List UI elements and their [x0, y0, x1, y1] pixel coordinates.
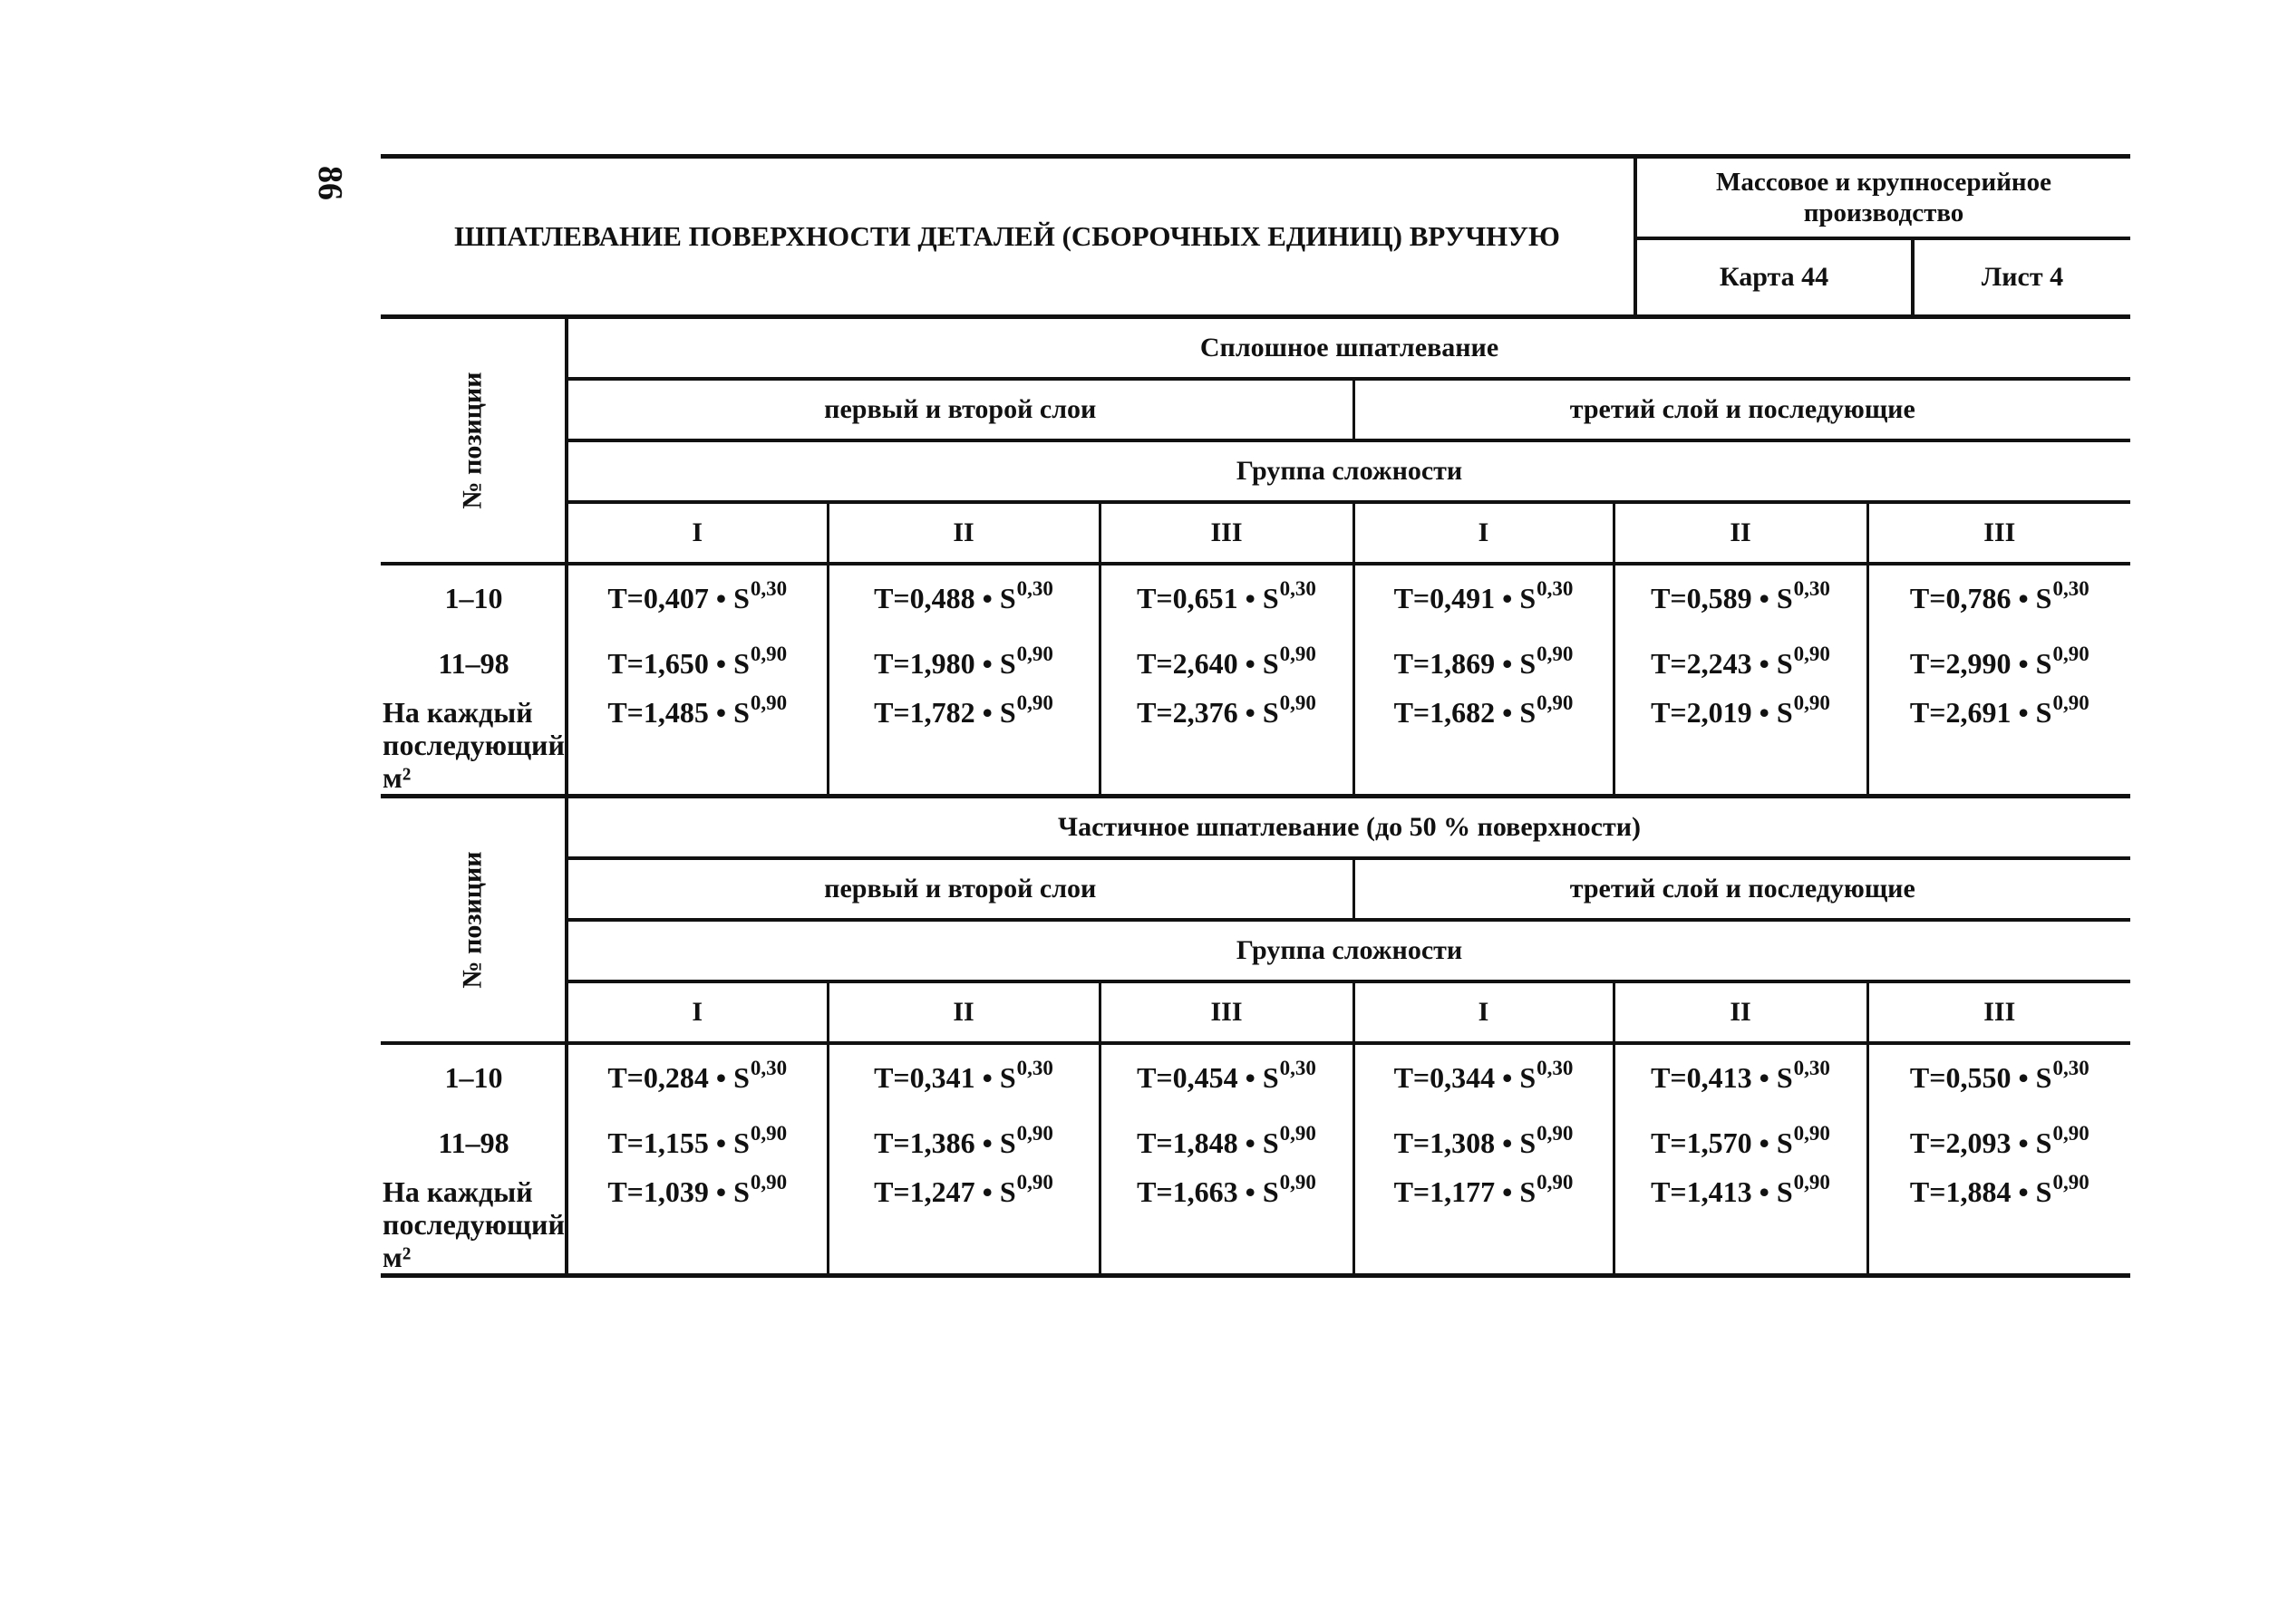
- layer-header: третий слой и последующие: [1353, 379, 2130, 440]
- formula-base: T=2,990 • S: [1909, 646, 2052, 680]
- formula-exponent: 0,90: [1537, 1171, 1574, 1194]
- complexity-grade: III: [1100, 502, 1353, 564]
- production-type: Массовое и крупносерийное производство: [1637, 159, 2130, 240]
- formula-exponent: 0,90: [1279, 1171, 1316, 1194]
- time-norm-formula: [1353, 691, 1614, 797]
- time-norm-formula: [1867, 564, 2130, 631]
- time-norm-formula: [1353, 1171, 1614, 1276]
- formula-base: T=2,093 • S: [1909, 1126, 2052, 1159]
- formula-base: T=2,019 • S: [1651, 696, 1793, 729]
- formula-base: T=1,884 • S: [1909, 1175, 2052, 1208]
- formula-base: T=1,485 • S: [607, 696, 750, 729]
- formula-exponent: 0,90: [1537, 691, 1574, 714]
- formula-base: T=1,413 • S: [1651, 1175, 1793, 1208]
- layer-header: третий слой и последующие: [1353, 858, 2130, 920]
- formula-exponent: 0,30: [1537, 1056, 1574, 1079]
- formula-base: T=0,341 • S: [874, 1060, 1016, 1094]
- position-label: 1–10: [381, 564, 567, 631]
- time-norm-formula: [1100, 691, 1353, 797]
- formula-exponent: 0,30: [750, 1056, 788, 1079]
- position-label: На каждый последующий м²: [381, 696, 567, 797]
- formula-exponent: 0,90: [1793, 1171, 1830, 1194]
- card-ids: [1637, 240, 2130, 314]
- formula-exponent: 0,90: [1279, 691, 1316, 714]
- sheet-number: Лист 4: [1981, 262, 2064, 292]
- card-number: Карта 44: [1637, 240, 1915, 314]
- time-norm-formula: [828, 1171, 1100, 1276]
- formula-base: T=0,344 • S: [1393, 1060, 1537, 1094]
- time-norm-formula: [567, 691, 828, 797]
- formula-exponent: 0,90: [750, 691, 788, 714]
- solid-puttying-table: [381, 319, 2130, 798]
- time-norm-formula: [567, 1043, 828, 1110]
- time-norm-formula: [567, 1171, 828, 1276]
- formula-base: T=2,640 • S: [1137, 646, 1279, 680]
- layer-header: первый и второй слои: [567, 379, 1353, 440]
- time-norm-formula: [1614, 564, 1867, 631]
- card-title: ШПАТЛЕВАНИЕ ПОВЕРХНОСТИ ДЕТАЛЕЙ (СБОРОЧНЫХ ЕДИНИЦ) ВРУЧНУЮ: [381, 159, 1637, 314]
- complexity-grade: I: [1353, 502, 1614, 564]
- time-norm-formula: [1100, 564, 1353, 631]
- formula-exponent: 0,30: [1016, 576, 1053, 600]
- layer-header: первый и второй слои: [567, 858, 1353, 920]
- formula-base: T=1,650 • S: [607, 646, 750, 680]
- complexity-grade: II: [828, 981, 1100, 1043]
- formula-base: T=0,284 • S: [607, 1060, 750, 1094]
- position-label: 11–98: [381, 631, 567, 696]
- formula-base: T=1,247 • S: [874, 1175, 1016, 1208]
- formula-exponent: 0,90: [2052, 1121, 2089, 1145]
- time-norm-formula: [1867, 631, 2130, 696]
- time-norm-formula: [567, 564, 828, 631]
- position-number-header: [381, 319, 567, 564]
- time-norm-formula: [828, 1110, 1100, 1175]
- formula-exponent: 0,90: [1279, 1121, 1316, 1145]
- formula-base: T=0,651 • S: [1137, 581, 1279, 614]
- formula-base: T=1,980 • S: [874, 646, 1016, 680]
- formula-base: T=0,488 • S: [874, 581, 1016, 614]
- formula-exponent: 0,90: [1016, 1121, 1053, 1145]
- time-norm-formula: [1614, 1110, 1867, 1175]
- formula-base: T=1,155 • S: [607, 1126, 750, 1159]
- formula-base: T=1,869 • S: [1393, 646, 1537, 680]
- time-norm-formula: [1100, 1043, 1353, 1110]
- formula-exponent: 0,30: [1537, 576, 1574, 600]
- formula-exponent: 0,90: [1793, 691, 1830, 714]
- formula-base: T=2,691 • S: [1909, 696, 2052, 729]
- time-norm-formula: [1353, 1110, 1614, 1175]
- time-norm-formula: [1353, 564, 1614, 631]
- partial-puttying-table: [381, 798, 2130, 1278]
- formula-base: T=0,413 • S: [1651, 1060, 1793, 1094]
- complexity-grade: I: [567, 502, 828, 564]
- complexity-grade: II: [1614, 502, 1867, 564]
- formula-exponent: 0,30: [2052, 1056, 2089, 1079]
- time-norm-formula: [1100, 1110, 1353, 1175]
- position-number-header: [381, 798, 567, 1043]
- section-title: Частичное шпатлевание (до 50 % поверхности): [567, 798, 2130, 858]
- formula-base: T=1,039 • S: [607, 1175, 750, 1208]
- complexity-grade: III: [1867, 981, 2130, 1043]
- formula-base: T=0,454 • S: [1137, 1060, 1279, 1094]
- formula-base: T=2,243 • S: [1651, 646, 1793, 680]
- position-number-label: № позиции: [457, 851, 488, 989]
- card-header: [381, 154, 2130, 319]
- formula-base: T=0,407 • S: [607, 581, 750, 614]
- formula-base: T=0,786 • S: [1909, 581, 2052, 614]
- formula-exponent: 0,90: [750, 1121, 788, 1145]
- complexity-grade: I: [1353, 981, 1614, 1043]
- formula-exponent: 0,30: [1793, 576, 1830, 600]
- formula-base: T=2,376 • S: [1137, 696, 1279, 729]
- formula-exponent: 0,90: [1016, 691, 1053, 714]
- complexity-grade: I: [567, 981, 828, 1043]
- formula-exponent: 0,30: [750, 576, 788, 600]
- formula-exponent: 0,90: [1537, 1121, 1574, 1145]
- complexity-group-header: Группа сложности: [567, 920, 2130, 981]
- formula-exponent: 0,90: [1793, 642, 1830, 665]
- time-norm-formula: [1100, 1171, 1353, 1276]
- complexity-grade: III: [1867, 502, 2130, 564]
- formula-base: T=1,177 • S: [1393, 1175, 1537, 1208]
- time-norm-formula: [1614, 1171, 1867, 1276]
- formula-base: T=0,491 • S: [1393, 581, 1537, 614]
- formula-exponent: 0,30: [2052, 576, 2089, 600]
- time-norm-formula: [1614, 691, 1867, 797]
- time-norm-formula: [1867, 691, 2130, 797]
- formula-exponent: 0,90: [750, 1171, 788, 1194]
- page-number: 86: [311, 166, 349, 200]
- time-norm-formula: [1614, 631, 1867, 696]
- formula-exponent: 0,30: [1793, 1056, 1830, 1079]
- complexity-grade: II: [828, 502, 1100, 564]
- time-norm-formula: [828, 1043, 1100, 1110]
- position-label: 1–10: [381, 1043, 567, 1110]
- position-label: На каждый последующий м²: [381, 1175, 567, 1276]
- formula-base: T=0,589 • S: [1651, 581, 1793, 614]
- formula-base: T=1,782 • S: [874, 696, 1016, 729]
- time-norm-formula: [1353, 631, 1614, 696]
- formula-exponent: 0,30: [1279, 1056, 1316, 1079]
- time-norm-formula: [828, 631, 1100, 696]
- formula-base: T=0,550 • S: [1909, 1060, 2052, 1094]
- position-label: 11–98: [381, 1110, 567, 1175]
- time-norm-formula: [1867, 1171, 2130, 1276]
- formula-exponent: 0,90: [1016, 642, 1053, 665]
- time-norm-formula: [567, 1110, 828, 1175]
- formula-base: T=1,682 • S: [1393, 696, 1537, 729]
- formula-exponent: 0,90: [2052, 691, 2089, 714]
- formula-exponent: 0,90: [2052, 1171, 2089, 1194]
- formula-base: T=1,663 • S: [1137, 1175, 1279, 1208]
- time-norm-formula: [1353, 1043, 1614, 1110]
- time-norm-formula: [1614, 1043, 1867, 1110]
- formula-base: T=1,848 • S: [1137, 1126, 1279, 1159]
- formula-exponent: 0,90: [1016, 1171, 1053, 1194]
- formula-base: T=1,308 • S: [1393, 1126, 1537, 1159]
- formula-base: T=1,386 • S: [874, 1126, 1016, 1159]
- formula-exponent: 0,90: [1793, 1121, 1830, 1145]
- formula-base: T=1,570 • S: [1651, 1126, 1793, 1159]
- formula-exponent: 0,90: [1537, 642, 1574, 665]
- time-norm-formula: [567, 631, 828, 696]
- formula-exponent: 0,90: [2052, 642, 2089, 665]
- section-title: Сплошное шпатлевание: [567, 319, 2130, 379]
- time-norm-formula: [828, 564, 1100, 631]
- time-norm-formula: [828, 691, 1100, 797]
- complexity-grade: III: [1100, 981, 1353, 1043]
- norm-card: [381, 154, 2130, 1278]
- time-norm-formula: [1867, 1110, 2130, 1175]
- card-meta: [1637, 159, 2130, 314]
- formula-exponent: 0,30: [1016, 1056, 1053, 1079]
- complexity-group-header: Группа сложности: [567, 440, 2130, 502]
- formula-exponent: 0,30: [1279, 576, 1316, 600]
- complexity-grade: II: [1614, 981, 1867, 1043]
- time-norm-formula: [1100, 631, 1353, 696]
- position-number-label: № позиции: [457, 372, 488, 509]
- formula-exponent: 0,90: [750, 642, 788, 665]
- time-norm-formula: [1867, 1043, 2130, 1110]
- formula-exponent: 0,90: [1279, 642, 1316, 665]
